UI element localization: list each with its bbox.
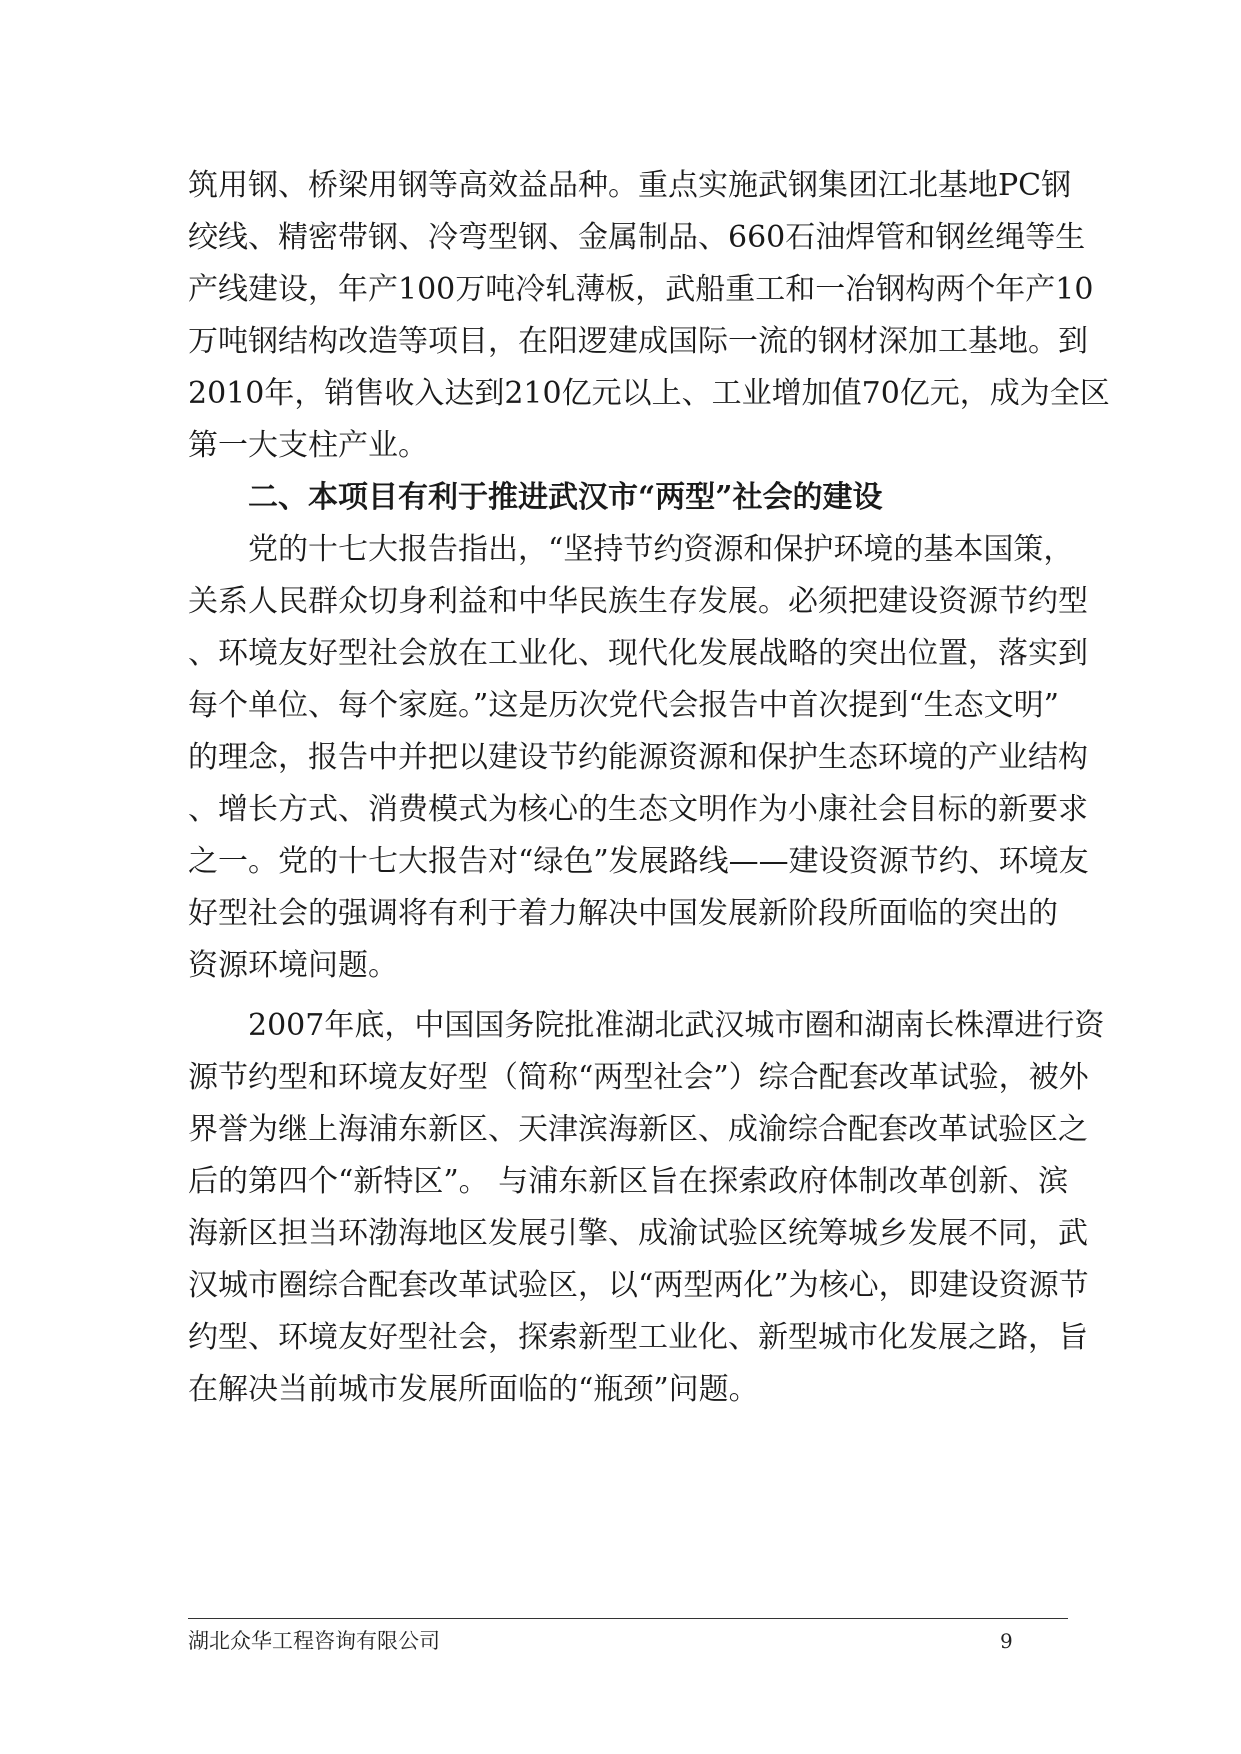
- section-heading: 二、本项目有利于推进武汉市“两型”社会的建设: [248, 480, 883, 515]
- paragraph-2-line-8: 好型社会的强调将有利于着力解决中国发展新阶段所面临的突出的: [188, 896, 1058, 931]
- paragraph-3-line-2: 源节约型和环境友好型（简称“两型社会”）综合配套改革试验，被外: [188, 1060, 1089, 1095]
- paragraph-2-line-9: 资源环境问题。: [188, 948, 398, 983]
- paragraph-2-line-3: 、环境友好型社会放在工业化、现代化发展战略的突出位置，落实到: [188, 636, 1088, 671]
- paragraph-3-line-8: 在解决当前城市发展所面临的“瓶颈”问题。: [188, 1372, 759, 1407]
- paragraph-3-line-7: 约型、环境友好型社会，探索新型工业化、新型城市化发展之路，旨: [188, 1320, 1088, 1355]
- paragraph-1-line-3: 产线建设，年产100万吨冷轧薄板，武船重工和一冶钢构两个年产10: [188, 272, 1094, 307]
- paragraph-1-line-6: 第一大支柱产业。: [188, 428, 428, 463]
- paragraph-1-line-2: 绞线、精密带钢、冷弯型钢、金属制品、660石油焊管和钢丝绳等生: [188, 220, 1086, 255]
- paragraph-3-line-3: 界誉为继上海浦东新区、天津滨海新区、成渝综合配套改革试验区之: [188, 1112, 1088, 1147]
- paragraph-2-line-4: 每个单位、每个家庭。”这是历次党代会报告中首次提到“生态文明”: [188, 688, 1060, 723]
- paragraph-1-line-5: 2010年，销售收入达到210亿元以上、工业增加值70亿元，成为全区: [188, 376, 1110, 411]
- paragraph-2-line-7: 之一。党的十七大报告对“绿色”发展路线——建设资源节约、环境友: [188, 844, 1089, 879]
- paragraph-1-line-4: 万吨钢结构改造等项目，在阳逻建成国际一流的钢材深加工基地。到: [188, 324, 1088, 359]
- page-number: 9: [1000, 1629, 1013, 1653]
- paragraph-3-line-6: 汉城市圈综合配套改革试验区，以“两型两化”为核心，即建设资源节: [188, 1268, 1089, 1303]
- footer-company-name: 湖北众华工程咨询有限公司: [188, 1629, 440, 1653]
- paragraph-3-line-1: 2007年底，中国国务院批准湖北武汉城市圈和湖南长株潭进行资: [248, 1008, 1105, 1043]
- paragraph-2-line-5: 的理念，报告中并把以建设节约能源资源和保护生态环境的产业结构: [188, 740, 1088, 775]
- paragraph-1-line-1: 筑用钢、桥梁用钢等高效益品种。重点实施武钢集团江北基地PC钢: [188, 168, 1072, 203]
- paragraph-3-line-4: 后的第四个“新特区”。 与浦东新区旨在探索政府体制改革创新、滨: [188, 1164, 1069, 1199]
- paragraph-2-line-1: 党的十七大报告指出，“坚持节约资源和保护环境的基本国策，: [248, 532, 1074, 567]
- paragraph-3-line-5: 海新区担当环渤海地区发展引擎、成渝试验区统筹城乡发展不同，武: [188, 1216, 1088, 1251]
- paragraph-2-line-6: 、增长方式、消费模式为核心的生态文明作为小康社会目标的新要求: [188, 792, 1088, 827]
- paragraph-2-line-2: 关系人民群众切身利益和中华民族生存发展。必须把建设资源节约型: [188, 584, 1088, 619]
- footer-divider: [188, 1618, 1068, 1619]
